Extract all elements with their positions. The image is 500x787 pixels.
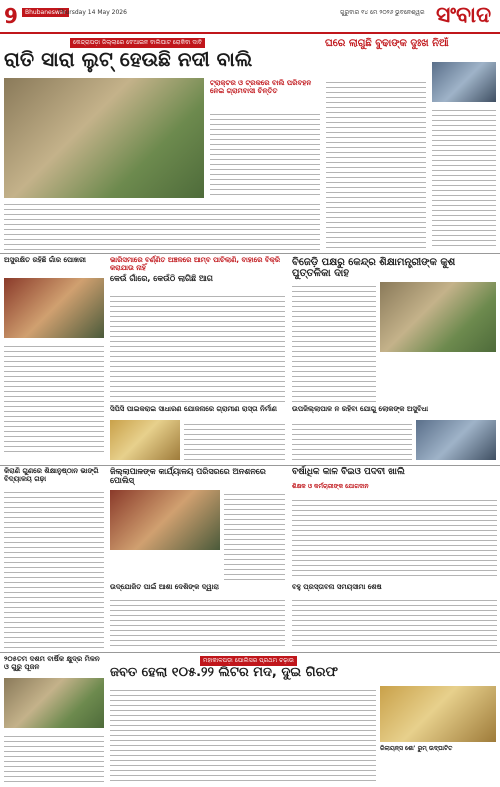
- cpc-text: [184, 420, 285, 460]
- subcollector-headline: ଉପଜିଲ୍ଲାପାଳ ନ ରହିବା ଯୋଗୁ ଲୋକଙ୍କ ଅସୁବିଧା: [292, 405, 429, 413]
- reunion-headline: ୨୦୫ତମ ଦଶମ ବାର୍ଷିକ କ୍ଷୁଦ୍ର ମିଳନ ଓ ଗୁରୁ ପୂଜନ: [4, 655, 100, 671]
- lead-text-3: [326, 78, 426, 248]
- collector-office-headline: ଜିଲ୍ଲାପାଳଙ୍କ କାର୍ଯ୍ୟାଳୟ ପରିସରରେ ଅନଶନରେ ପୋଲିସ୍: [110, 467, 266, 485]
- lead-text-1: [210, 110, 320, 198]
- school-text: [4, 488, 104, 648]
- story-pond-text: [4, 342, 104, 452]
- bjd-text: [292, 282, 376, 402]
- cpc-photo: [110, 420, 180, 460]
- liquor-text: [110, 686, 376, 782]
- liquor-photo: [380, 686, 496, 742]
- bjd-photo: [380, 282, 496, 352]
- lead-subhead: ଟ୍ରାକ୍ଟର ଓ ଟ୍ରକରେ ବାଲି ପରିବହନ ନେଇ ଗ୍ରାମବାସୀ ଚିନ୍ତିତ: [210, 79, 312, 95]
- lead-text-2: [4, 200, 320, 250]
- subcollector-photo: [416, 420, 496, 460]
- newspaper-logo: ସଂବାଦ: [436, 2, 492, 28]
- beo-subhead: ଶିକ୍ଷକ ଓ କର୍ମଚାରୀଙ୍କ ଯୋଗଦାନ: [292, 483, 369, 490]
- lead-photo: [4, 78, 204, 198]
- divider-3: [0, 652, 500, 653]
- story-pond-headline: ଅସୁରକ୍ଷିତ ରହିଛି ଗାଁର ପୋଖରୀ: [4, 256, 86, 264]
- asha-headline: ଉଦ୍‌ଯୋଜିତ ପାଇଁ ଆଶା ଦେଶିଙ୍କ ଦ୍ୱାରା: [110, 583, 219, 591]
- showroom-headline: ରିଲାୟନ୍ସ ଶୋ' ରୁମ୍ ଉଦ୍‌ଘାଟିତ: [380, 745, 453, 752]
- subcollector-text: [292, 420, 412, 460]
- date-en: Thursday 14 May 2026: [58, 9, 127, 16]
- city-tag: Bhubaneswar: [22, 8, 69, 17]
- masthead: [0, 0, 500, 34]
- bjd-headline: ବିଜେଡ଼ି ପକ୍ଷରୁ କେନ୍ଦ୍ର ଶିକ୍ଷାମନ୍ତ୍ରୀଙ୍କ କୁଶ ପୁତ୍ତଳିକା ଦାହ: [292, 257, 456, 279]
- collector-office-photo: [110, 490, 220, 550]
- reunion-text: [4, 732, 104, 782]
- asha-text: [110, 596, 285, 648]
- right-photo: [432, 62, 496, 102]
- date-odia: ଗୁରୁବାର ୧୪ ମେ ୨୦୨୬: [340, 9, 394, 16]
- lead-headline: ରାତି ସାରା ଲୁଟ୍ ହେଉଛି ନଦୀ ବାଲି: [4, 47, 253, 71]
- divider-2: [0, 465, 500, 466]
- story-pond-photo: [4, 278, 104, 338]
- lead-kicker: କେନ୍ଦ୍ରାପଡ଼ା ଜିଲ୍ଲାରେ ବେଆଇନ ବାଲିଘାଟ ରୋକିବା ଦାବି: [70, 38, 205, 48]
- divider-1: [0, 253, 500, 254]
- liquor-headline: ଜବତ ହେଲା ୧୦୫.୨୨ ଲିଟର ମଦ, ଦୁଇ ଗିରଫ: [110, 665, 338, 680]
- beo-text: [292, 496, 497, 580]
- reunion-photo: [4, 678, 104, 728]
- mango-text: [110, 292, 285, 402]
- school-headline: କିରାଣି ଗୁଣରେ ଶିକ୍ଷାନୁଷ୍ଠାନ ଭାଙ୍ଗି ବିଦ୍ୟାଳୟ ଗଢ଼ା: [4, 467, 99, 483]
- page-number: 9: [4, 4, 18, 28]
- right-headline: ଘରେ ଲାଗୁଛି ବୁଢାଙ୍କ ଦୁଃଖ ନିଆଁ: [325, 38, 449, 49]
- mango-subhead: କେଉଁ ଗାଁରେ, କେଉଁଠି ଲାଗିଛି ଆଗ: [110, 274, 213, 283]
- beo-headline: ବର୍ଷାଧିକ କାଳ ବିଇଓ ପଦବୀ ଖାଲି: [292, 467, 405, 477]
- liquor-kicker: ମହାକାଳପଡ଼ା ପୋଲିସର ପ୍ରଥମ ଚଢ଼ାଉ: [200, 656, 297, 666]
- deadline-text: [292, 596, 497, 648]
- deadline-headline: ବହୁ ପ୍ରସ୍ତାବନା ସମୟସୀମା ଶେଷ: [292, 583, 382, 591]
- cpc-headline: ସିପିସି ପାଇକରାଇ ସାଧାରଣ ଯୋଜନାରେ ଗ୍ରାମୀଣ ରାସ୍ତା ନିର୍ମାଣ: [110, 405, 277, 413]
- mango-headline: ଭାରିସମାରେ ବର୍ଣ୍ଣିତ ଅଞ୍ଚଳରେ ଆମ୍ବ ପାଚିଲାଣି, ବାହାରେ ବିକ୍ରି କରାଯାଉ ନାହିଁ: [110, 256, 281, 272]
- city-odia: ଭୁବନେଶ୍ୱର: [395, 9, 425, 16]
- right-text: [432, 106, 496, 248]
- collector-office-text: [224, 490, 285, 580]
